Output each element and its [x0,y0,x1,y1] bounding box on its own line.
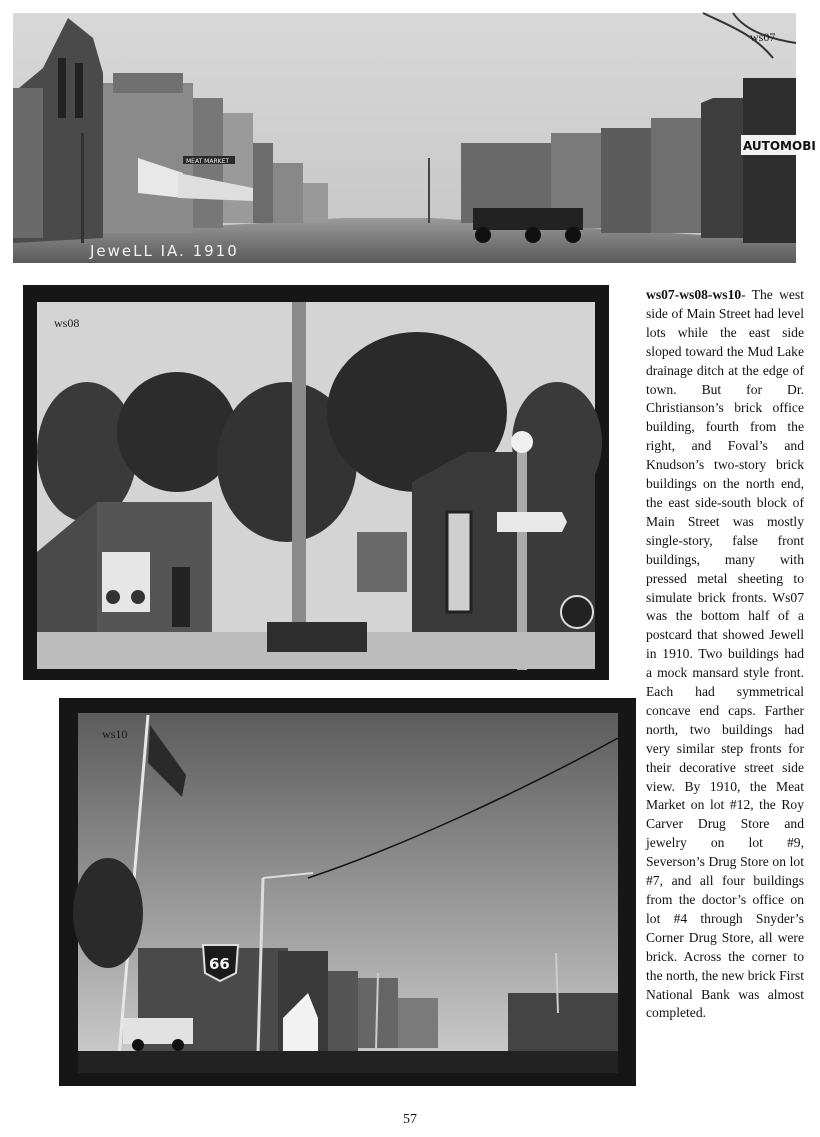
phillips-66-sign: 66 [209,955,230,973]
photo-ws08-tag: ws08 [54,316,80,330]
postcard-handwritten-caption: JeweLL IA. 1910 [90,242,239,260]
photo-ws10 [78,713,618,1073]
article-body [646,286,804,1023]
photo-ws08-image [37,302,595,669]
meat-market-sign: MEAT MARKET [186,158,230,165]
photo-ws07-image [13,13,816,263]
photo-ws10-image [78,713,618,1073]
photo-ws10-tag: ws10 [102,727,128,741]
article-lead: ws07-ws08-ws10 [646,287,742,302]
article-text: - The west side of Main Street had level lots while the east side sloped toward the Mud Lake drainage ditch at the edge of town. But for Dr. Christianson’s brick office building, fourth from the right, and Foval’s and Knudson’s two-story brick buildings on the north end, the east side-south block of Main Street was mostly single-story, false front buildings, many with pressed metal sheeting to simulate brick fronts. Ws07 was the bottom half of a postcard that showed Jewell in 1910. Two buildings had a mock mansard style front. Each had symmetrical concave end caps. Farther north, two buildings had very similar step fronts for their decorative street side view. By 1910, the Meat Market on lot #12, the Roy Carver Drug Store and jewelry on lot #9, Severson’s Drug Store on lot #7, and all four buildings from the doctor’s office on lot #4 through Snyder’s Corner Drug Store, all were brick. Across the corner to the north, the new brick First National Bank was almost completed. [646,287,804,1021]
page-number: 57 [403,1112,417,1127]
photo-ws07 [13,13,816,263]
photo-ws08 [37,302,595,669]
photo-ws07-tag: ws07 [750,30,776,44]
automobile-sign: AUTOMOBI [743,139,816,153]
